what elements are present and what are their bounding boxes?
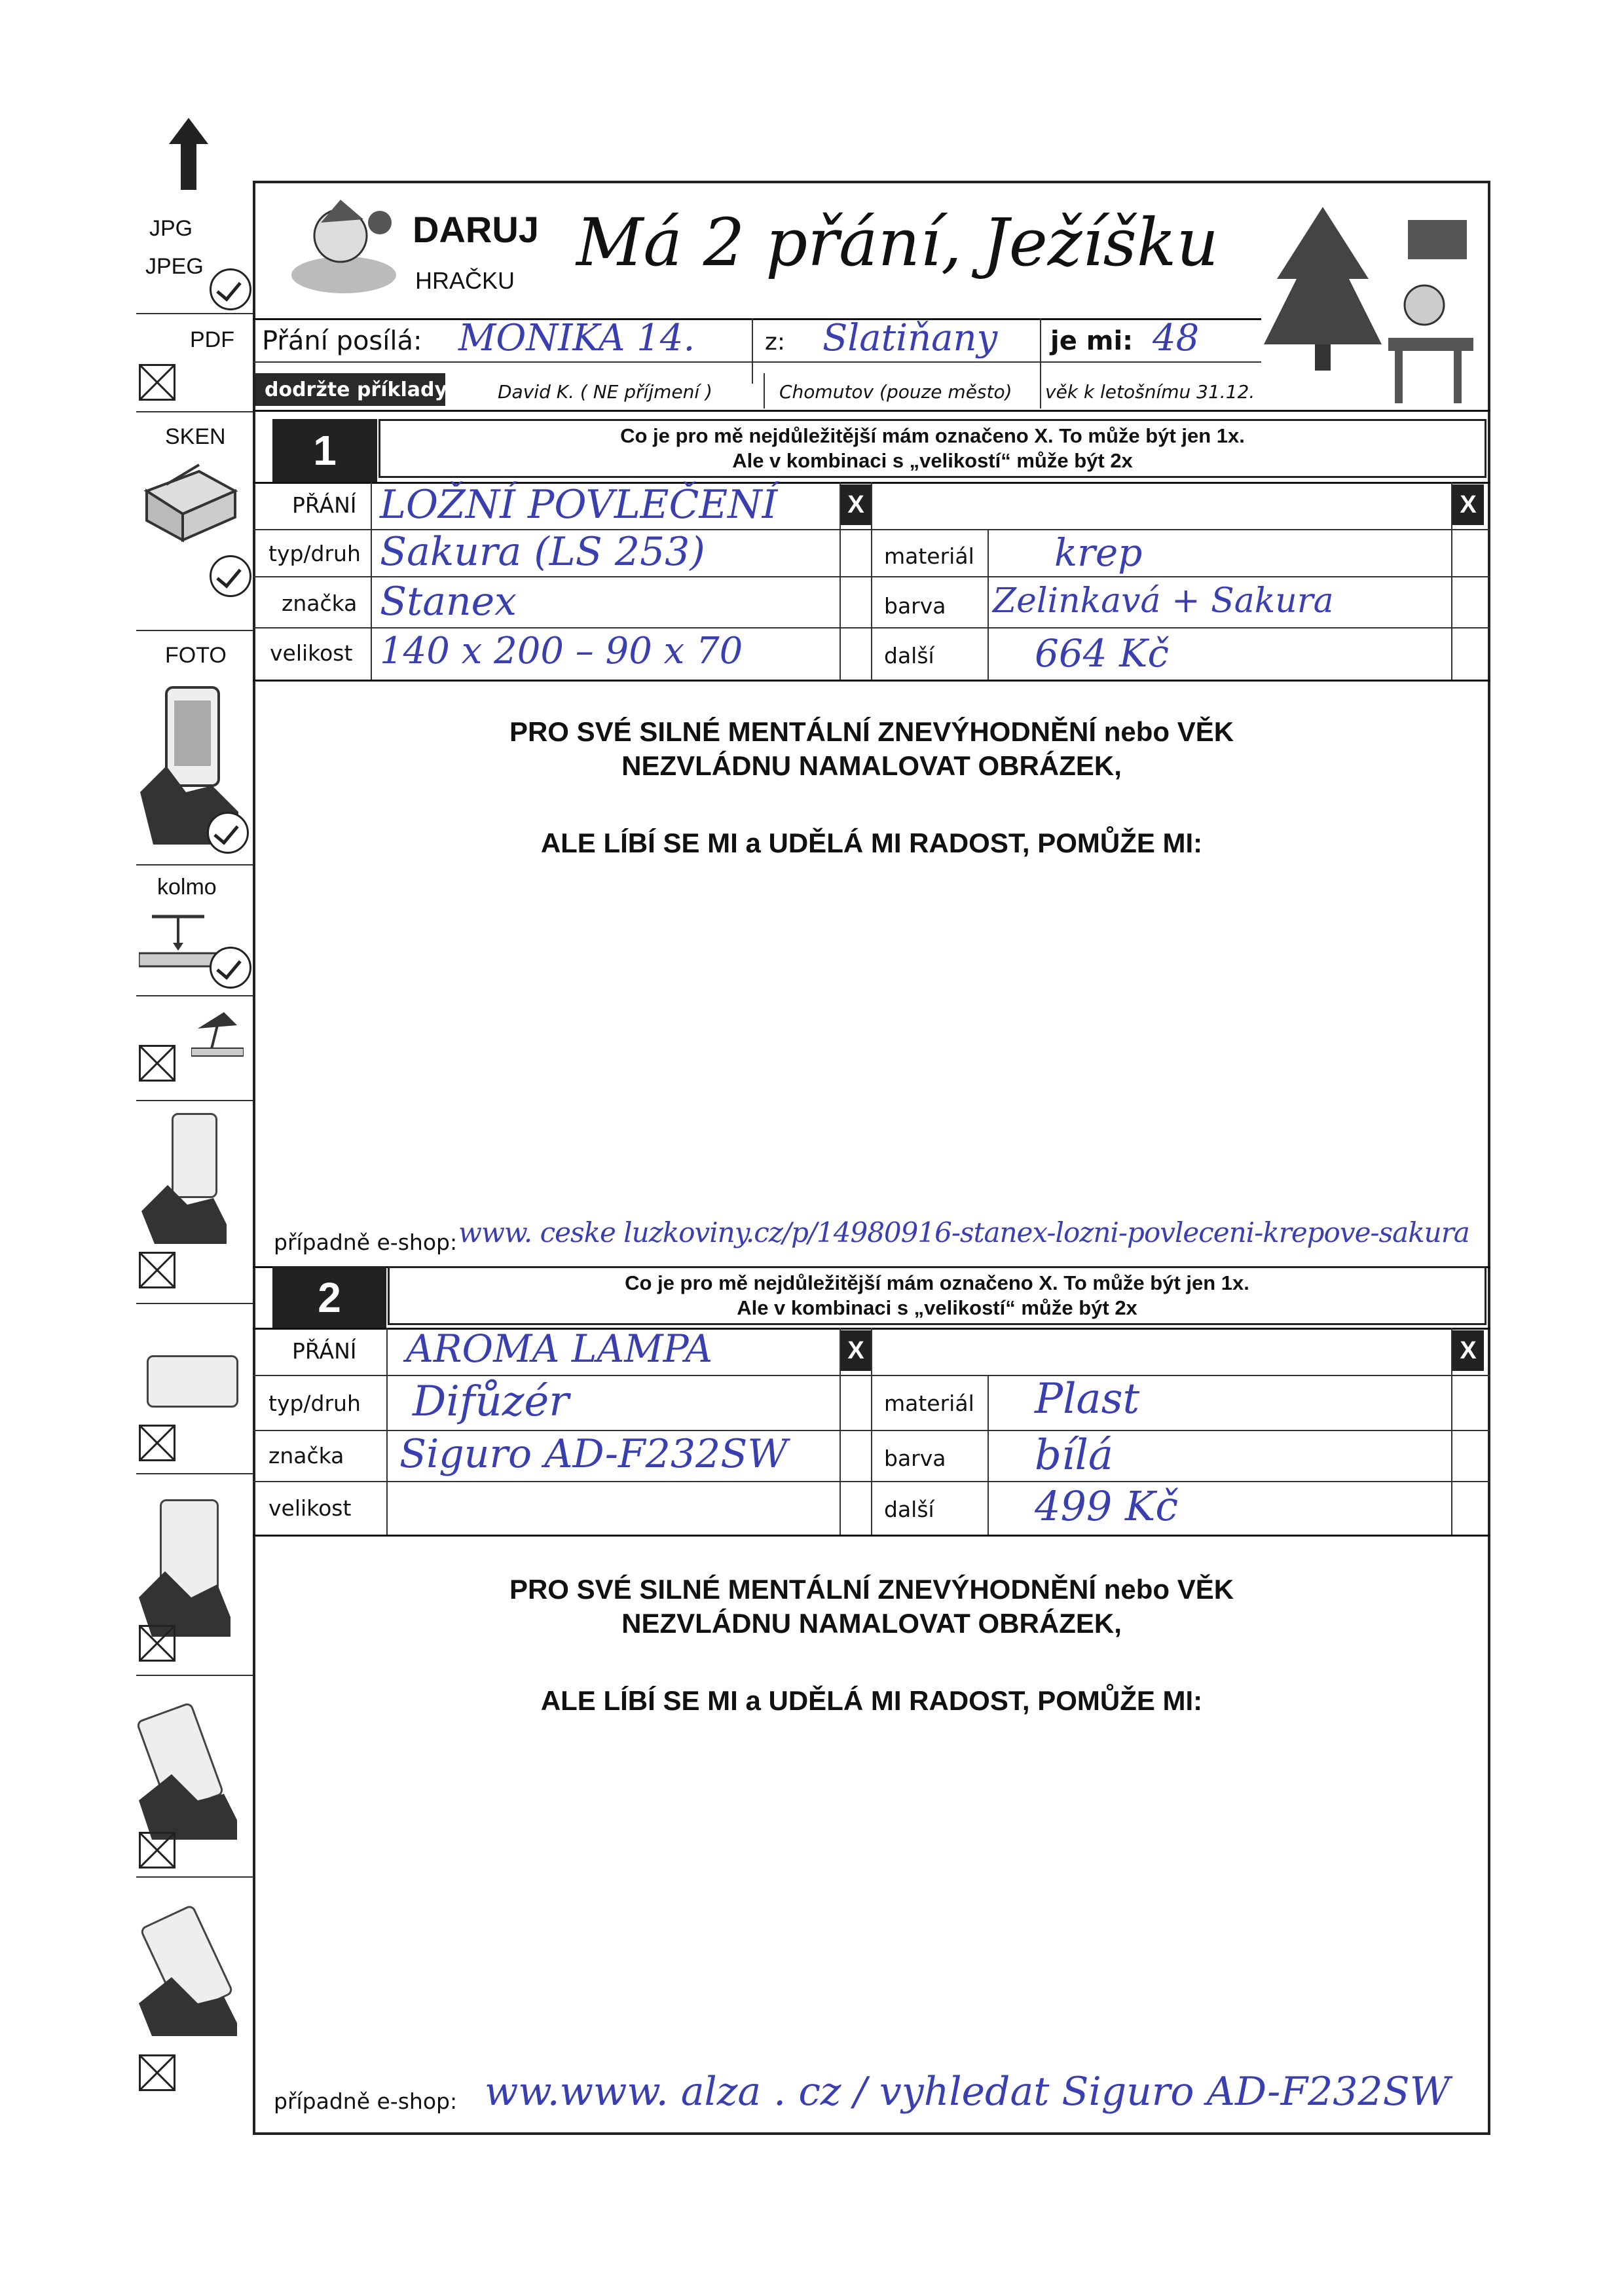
sidebar-divider (136, 995, 253, 996)
divider (752, 318, 753, 384)
wish-2-brand-value: Siguro AD-F232SW (399, 1431, 788, 1477)
up-arrow-icon (169, 118, 208, 190)
wish-1-notice-line3: ALE LÍBÍ SE MI a UDĚLÁ MI RADOST, POMŮŽE MI: (540, 828, 1203, 858)
sender-label: Přání posílá: (262, 326, 422, 356)
wish-2-type-label: typ/druh (268, 1391, 361, 1416)
table-rule (253, 680, 1490, 682)
wish-1-brand-label: značka (282, 591, 358, 616)
wish-2-x-right: X (1452, 1330, 1484, 1371)
wish-2-material-label: materiál (884, 1391, 974, 1416)
wish-1-color-label: barva (884, 593, 946, 619)
wish-1-material-label: materiál (884, 543, 974, 569)
sidebar-divider (136, 1100, 253, 1101)
sidebar-divider (136, 313, 253, 314)
wish-1-rule-line1: Co je pro mě nejdůležitější mám označeno X. To může být jen 1x. (620, 424, 1245, 447)
table-col (871, 1328, 872, 1535)
wish-2-rule-line2: Ale v kombinaci s „velikostí“ může být 2x (737, 1296, 1137, 1319)
wish-1-eshop-value: www. ceske luzkoviny.cz/p/14980916-stanex-lozni-povleceni-krepove-sakura (458, 1216, 1469, 1248)
christmas-tree-icon (1257, 194, 1480, 410)
hand-icon (139, 1768, 237, 1840)
table-col (987, 1375, 989, 1535)
table-col (987, 529, 989, 680)
divider (764, 373, 765, 409)
wish-1-notice-line2: NEZVLÁDNU NAMALOVAT OBRÁZEK, (621, 750, 1122, 781)
foto-label: FOTO (165, 643, 227, 668)
scanner-icon (140, 458, 238, 543)
wish-1-wish-label: PŘÁNÍ (292, 492, 357, 518)
sidebar-divider (136, 411, 253, 412)
wish-1-type-label: typ/druh (268, 541, 361, 566)
wish-2-color-label: barva (884, 1446, 946, 1471)
sidebar-divider (136, 864, 253, 866)
wish-1-size-value: 140 x 200 – 90 x 70 (380, 630, 743, 672)
table-col (386, 1328, 388, 1535)
jpeg-label: JPEG (145, 254, 204, 279)
wish-2-notice-line2: NEZVLÁDNU NAMALOVAT OBRÁZEK, (621, 1608, 1122, 1639)
wish-1-type-value: Sakura (LS 253) (380, 529, 705, 575)
hand-icon (139, 1971, 237, 2036)
foto-check-icon (207, 812, 249, 854)
wish-1-x-right: X (1452, 484, 1484, 525)
wish-2-number: 2 (272, 1266, 386, 1329)
wish-2-size-label: velikost (268, 1495, 352, 1521)
wish-1-other-value: 664 Kč (1035, 631, 1169, 676)
table-col (371, 482, 372, 680)
kolmo-label: kolmo (157, 875, 217, 900)
phone-angled-icon (191, 1006, 244, 1058)
wish-2-wish-label: PŘÁNÍ (292, 1338, 357, 1364)
page-title: Má 2 přání, Ježíšku (576, 204, 1219, 281)
sidebar-divider (136, 1303, 253, 1304)
tilted-x-icon (139, 1625, 175, 1662)
header-rule (253, 318, 1261, 320)
sidebar-divider (136, 1473, 253, 1474)
wish-2-other-label: další (884, 1497, 934, 1522)
from-value: Slatiňany (822, 317, 998, 359)
example-city: Chomutov (pouze město) (779, 381, 1012, 403)
jpg-check-icon (210, 268, 251, 310)
examples-label: dodržte příklady: (265, 378, 456, 401)
wish-1-color-value: Zelinkavá + Sakura (993, 581, 1334, 621)
sidebar-divider (136, 1876, 253, 1878)
wish-1-material-value: krep (1054, 530, 1143, 575)
wish-2-x-left: X (841, 1330, 871, 1371)
landscape-x-icon (139, 1425, 175, 1461)
jpg-label: JPG (149, 216, 193, 241)
header-bottom-rule (253, 410, 1490, 412)
kolmo-check-icon (210, 947, 251, 989)
sender-value: MONIKA 14. (458, 317, 695, 359)
sidebar-divider (136, 630, 253, 631)
table-col (871, 482, 872, 680)
divider (1040, 373, 1041, 409)
wish-2-brand-label: značka (268, 1443, 344, 1468)
wish-1-notice-line1: PRO SVÉ SILNÉ MENTÁLNÍ ZNEVÝHODNĚNÍ nebo VĚK (509, 716, 1234, 747)
wish-1-brand-value: Stanex (380, 579, 517, 625)
wish-2-notice-line1: PRO SVÉ SILNÉ MENTÁLNÍ ZNEVÝHODNĚNÍ nebo VĚK (509, 1574, 1234, 1605)
logo-line1: DARUJ (413, 209, 539, 250)
skew-x-icon (139, 1832, 175, 1868)
sidebar-divider (136, 1675, 253, 1676)
wish-2-eshop-value: ww.www. alza . cz / vyhledat Siguro AD-F232SW (485, 2069, 1450, 2115)
age-value: 48 (1153, 317, 1200, 359)
santa-logo-icon (288, 196, 399, 295)
wish-1-x-left: X (841, 484, 871, 525)
wish-2-color-value: bílá (1035, 1431, 1114, 1480)
from-label: z: (765, 329, 786, 355)
pdf-label: PDF (190, 327, 234, 352)
wish-1-number: 1 (272, 419, 377, 482)
wish-1-eshop-label: případně e-shop: (274, 1230, 458, 1255)
wish-2-rule-line1: Co je pro mě nejdůležitější mám označeno X. To může být jen 1x. (625, 1271, 1249, 1294)
sken-check-icon (210, 555, 251, 597)
wish-2-wish-value: AROMA LAMPA (406, 1326, 713, 1371)
wish-2-type-value: Difůzér (413, 1377, 569, 1426)
wish-1-other-label: další (884, 643, 934, 668)
wish-2-notice-line3: ALE LÍBÍ SE MI a UDĚLÁ MI RADOST, POMŮŽE MI: (540, 1685, 1203, 1716)
phone-perpendicular-icon (139, 910, 217, 969)
wish-2-material-value: Plast (1035, 1375, 1140, 1423)
wish-1-size-label: velikost (270, 640, 353, 666)
hand-icon (141, 1172, 227, 1244)
table-rule (253, 1535, 1490, 1537)
angled-x-icon (139, 1045, 175, 1082)
hand-x-icon (139, 1252, 175, 1288)
wish-2-eshop-label: případně e-shop: (274, 2088, 458, 2114)
phone-landscape-icon (147, 1355, 238, 1408)
header-rule (253, 361, 1261, 363)
sken-label: SKEN (165, 424, 226, 449)
wish-1-rule-line2: Ale v kombinaci s „velikostí“ může být 2x (732, 449, 1133, 472)
logo-line2: HRAČKU (415, 267, 515, 294)
example-name: David K. ( NE příjmení ) (498, 381, 712, 403)
wish-2-other-value: 499 Kč (1035, 1482, 1179, 1530)
age-label: je mi: (1050, 326, 1134, 356)
wish-1-wish-value: LOŽNÍ POVLEČENÍ (380, 482, 778, 528)
diagonal-x-icon (139, 2054, 175, 2091)
pdf-x-icon (139, 364, 175, 401)
example-age: věk k letošnímu 31.12. (1045, 381, 1255, 403)
